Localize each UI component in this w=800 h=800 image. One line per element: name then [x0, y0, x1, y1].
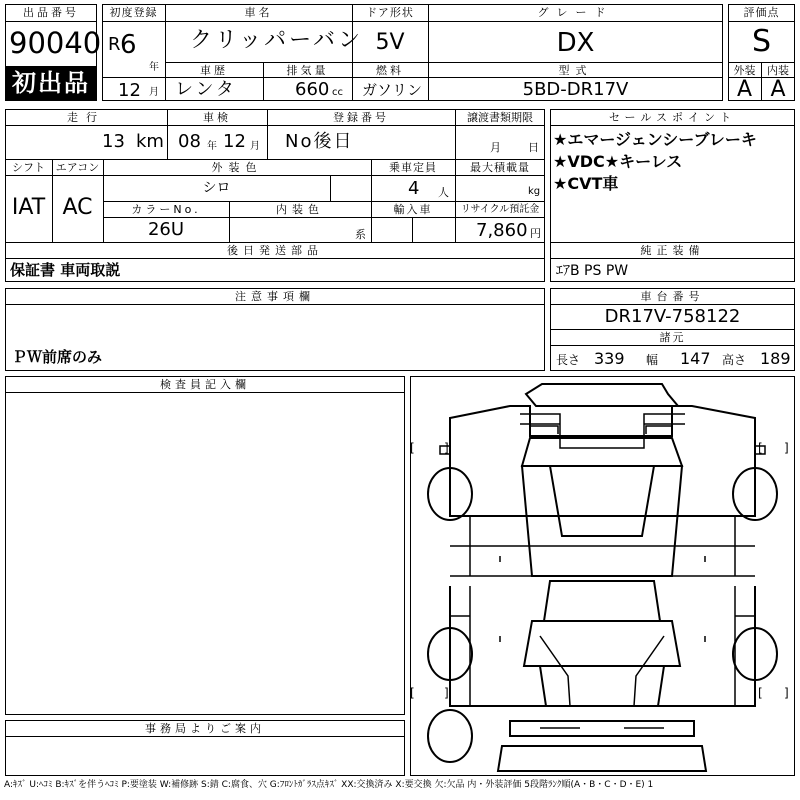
- width-value: 147: [680, 349, 711, 368]
- inspector-box: [5, 376, 405, 715]
- bracket-rear-left-open: [: [410, 686, 415, 700]
- load-label: 最大積載量: [470, 161, 530, 174]
- grade-label: グレード: [537, 6, 614, 19]
- ext-color-label: 外装色: [211, 161, 263, 174]
- chassis-label: 車台番号: [640, 290, 705, 303]
- lot-label: 出品番号: [23, 6, 79, 19]
- regno: No後日: [285, 131, 354, 152]
- bracket-front-left-close: ]: [444, 441, 449, 455]
- width-label: 幅: [646, 353, 659, 367]
- ext-color: シロ: [202, 180, 231, 196]
- color-no: 26U: [147, 219, 185, 240]
- model: 5BD-DR17V: [522, 79, 629, 100]
- recycle: 7,860: [476, 220, 528, 241]
- recycle-unit: 円: [530, 227, 541, 240]
- equipment: ｴｱB PS PW: [556, 263, 629, 279]
- car-name-label: 車名: [244, 6, 273, 19]
- bracket-rear-left-close: ]: [444, 686, 449, 700]
- color-no-label: カラーNo.: [131, 203, 201, 216]
- int-color-label: 内装色: [276, 203, 324, 216]
- import-label: 輸入車: [393, 203, 433, 216]
- dims-label: 諸元: [659, 331, 686, 344]
- model-label: 型式: [558, 64, 593, 77]
- recycle-label: リサイクル預託金: [460, 204, 540, 215]
- transfer-day-unit: 日: [528, 141, 539, 154]
- rating: S: [751, 24, 772, 59]
- later-parts-label: 後日発送部品: [227, 244, 323, 257]
- ac: AC: [62, 195, 93, 220]
- year-unit: 年: [149, 62, 159, 73]
- shift: IAT: [11, 195, 46, 220]
- height-label: 高さ: [722, 353, 747, 367]
- first-listing-badge: 初出品: [6, 66, 96, 100]
- transfer-label: 譲渡書類期限: [467, 111, 533, 124]
- exterior-label: 外装: [733, 64, 756, 77]
- mileage-unit: km: [136, 131, 164, 152]
- mileage: 13: [102, 131, 125, 152]
- door-label: ドア形状: [366, 6, 414, 19]
- bracket-front-right-close: ]: [784, 441, 789, 455]
- bracket-front-left-open: [: [410, 441, 415, 455]
- fuel-label: 燃料: [376, 64, 404, 77]
- door: 5V: [375, 30, 405, 55]
- sales-point-1: ★エマージェンシーブレーキ: [553, 130, 757, 149]
- equipment-label: 純正装備: [640, 244, 705, 257]
- sales-label: セールスポイント: [608, 111, 736, 124]
- car-name: クリッパーバン: [190, 28, 364, 53]
- lot-number: 90040: [9, 26, 102, 60]
- int-color-unit: 系: [355, 228, 366, 241]
- length-label: 長さ: [556, 353, 581, 367]
- rating-label: 評価点: [743, 6, 780, 19]
- later-parts: 保証書 車両取説: [10, 261, 121, 279]
- mileage-label: 走行: [67, 111, 105, 124]
- bracket-front-right-open: [: [758, 441, 763, 455]
- inspection-year: 08: [178, 131, 201, 152]
- chassis-number: DR17V-758122: [604, 306, 741, 327]
- load-unit: kg: [528, 186, 541, 197]
- fuel: ガソリン: [362, 81, 423, 99]
- capacity-label: 乗車定員: [389, 161, 437, 174]
- notes: ＰＷ前席のみ: [12, 348, 103, 366]
- displacement-unit: cc: [332, 87, 343, 98]
- month-unit: 月: [149, 87, 159, 98]
- capacity-unit: 人: [438, 186, 449, 199]
- history-label: 車歴: [200, 64, 228, 77]
- inspector-label: 検査員記入欄: [160, 378, 250, 391]
- office-label: 事務局よりご案内: [145, 722, 265, 735]
- history: レンタ: [175, 79, 237, 100]
- first-reg-label: 初度登録: [109, 6, 158, 19]
- interior-label: 内装: [767, 64, 789, 77]
- car-body-diagram: [410, 376, 795, 776]
- ac-label: エアコン: [55, 161, 100, 174]
- inspection-label: 車検: [203, 111, 231, 124]
- grade: DX: [556, 28, 595, 58]
- era-year: 6: [120, 30, 137, 60]
- shift-label: シフト: [12, 161, 45, 174]
- displacement-label: 排気量: [286, 64, 329, 77]
- displacement: 660: [295, 79, 330, 100]
- length-value: 339: [594, 349, 625, 368]
- bracket-rear-right-close: ]: [784, 686, 789, 700]
- sales-point-3: ★CVT車: [553, 174, 619, 193]
- sales-point-2: ★VDC★キーレス: [553, 152, 683, 171]
- legend: A:ｷｽﾞ U:ﾍｺﾐ B:ｷｽﾞを伴うﾍｺﾐ P:要塗装 W:補修跡 S:錆 C:腐食、穴 G:ﾌﾛﾝﾄｶﾞﾗｽ点ｷｽﾞ XX:交換済み X:要交換 欠:欠品 内・外装評価 5段階ﾗﾝｸ順(A・B・C・D・E) 1: [4, 780, 654, 790]
- bracket-rear-right-open: [: [758, 686, 763, 700]
- inspection-month: 12: [223, 131, 246, 152]
- capacity: 4: [408, 178, 420, 199]
- era-letter: R: [108, 34, 121, 55]
- regno-label: 登録番号: [333, 111, 389, 124]
- reg-month: 12: [118, 80, 141, 101]
- transfer-month-unit: 月: [490, 141, 501, 154]
- height-value: 189: [760, 349, 791, 368]
- inspection-year-unit: 年: [207, 141, 217, 152]
- inspection-month-unit: 月: [250, 141, 260, 152]
- notes-label: 注意事項欄: [235, 290, 315, 303]
- exterior-grade: A: [736, 77, 753, 102]
- interior-grade: A: [770, 77, 786, 102]
